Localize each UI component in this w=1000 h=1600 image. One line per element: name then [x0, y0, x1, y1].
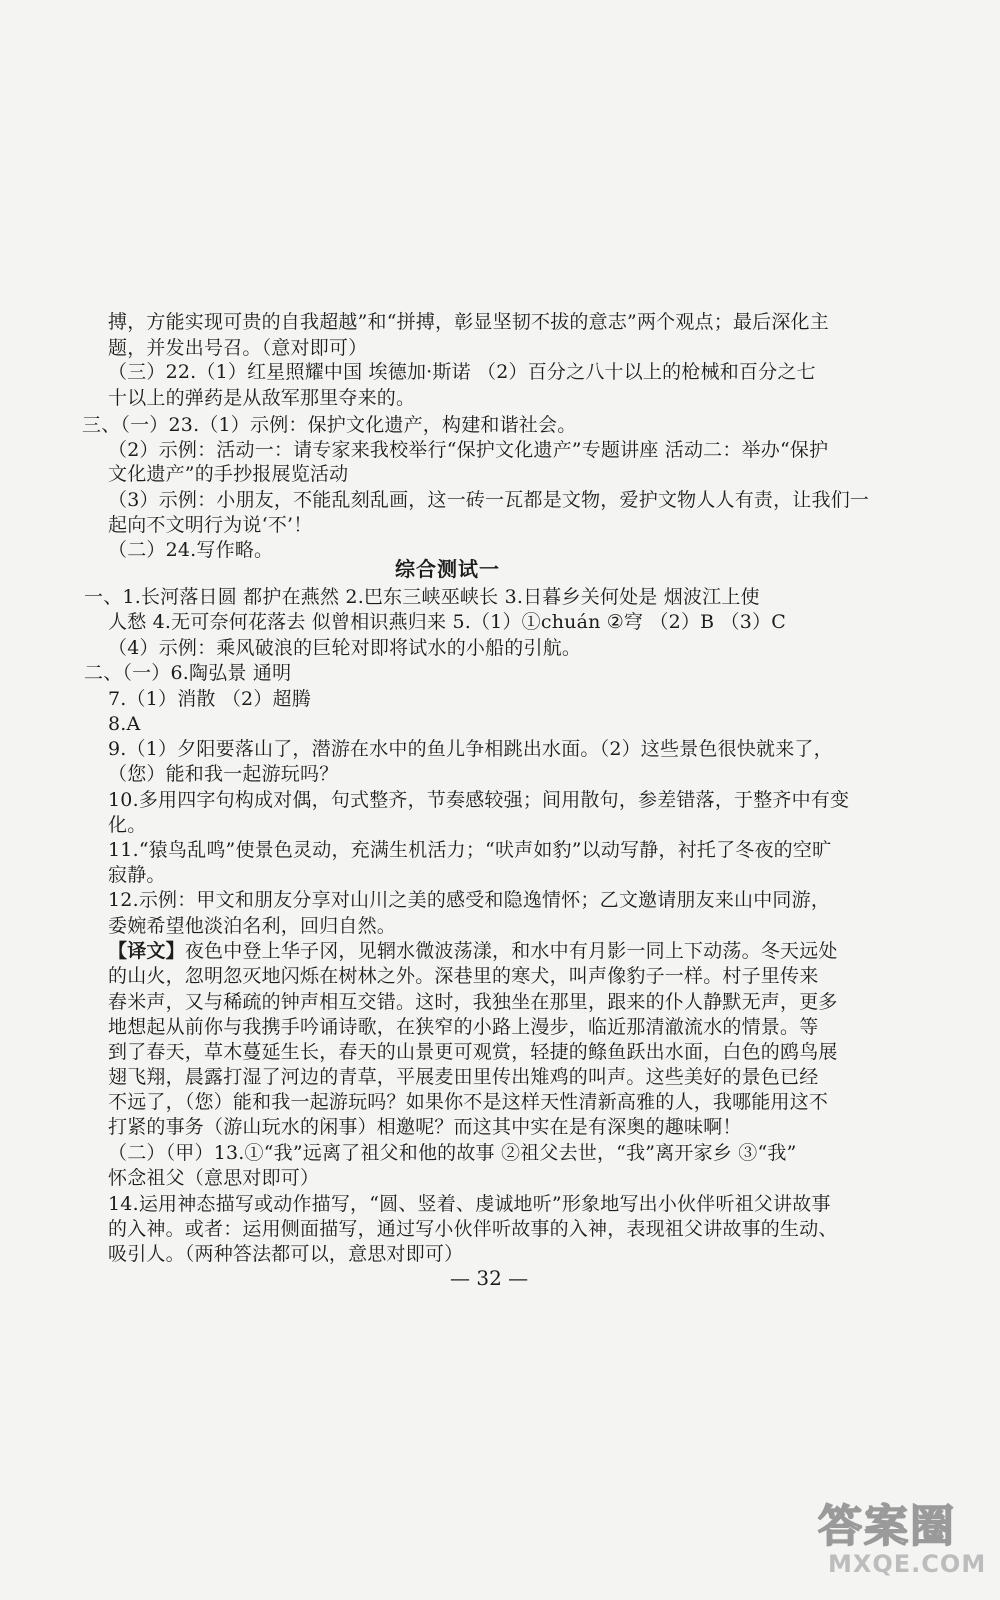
text-line-21: 11.“猿鸟乱鸣”使景色灵动，充满生机活力；“吠声如豹”以动写静，衬托了冬夜的空旷: [108, 839, 832, 861]
text-line-18: （您）能和我一起游玩吗？: [108, 763, 339, 785]
translation-label: 【译文】: [108, 940, 185, 962]
text-line-24: 委婉希望他淡泊名利，回归自然。: [108, 915, 397, 937]
text-line-16: 8.A: [108, 713, 141, 735]
text-line-33: （二）（甲）13.①“我”远离了祖父和他的故事 ②祖父去世，“我”离开家乡 ③“我”: [108, 1142, 797, 1164]
text-line-28: 地想起从前你与我携手吟诵诗歌，在狭窄的小路上漫步，临近那清澈流水的情景。等: [108, 1016, 819, 1038]
text-line-10: （二）24.写作略。: [108, 539, 274, 561]
text-line-23: 12.示例：甲文和朋友分享对山川之美的感受和隐逸情怀；乙文邀请朋友来山中同游，: [108, 889, 831, 911]
text-line-6: （2）示例：活动一：请专家来我校举行“保护文化遗产”专题讲座 活动二：举办“保护: [108, 439, 829, 461]
text-line-1: 搏，方能实现可贵的自我超越”和“拼搏，彰显坚韧不拔的意志”两个观点；最后深化主: [108, 311, 829, 333]
watermark-logo: [818, 1490, 988, 1590]
text-line-22: 寂静。: [108, 864, 166, 886]
text-line-30: 翅飞翔，晨露打湿了河边的青草，平展麦田里传出雉鸡的叫声。这些美好的景色已经: [108, 1066, 819, 1088]
text-line-15: 7.（1）消散 （2）超腾: [108, 688, 311, 710]
text-line-3: （三）22.（1）红星照耀中国 埃德加·斯诺 （2）百分之八十以上的枪械和百分之七: [108, 361, 816, 383]
text-line-17: 9.（1）夕阳要落山了，潜游在水中的鱼儿争相跳出水面。（2）这些景色很快就来了，: [108, 738, 833, 760]
text-line-11: 一、1.长河落日圆 都护在燕然 2.巴东三峡巫峡长 3.日暮乡关何处是 烟波江上使: [84, 586, 760, 608]
text-line-37: 吸引人。（两种答法都可以，意思对即可）: [108, 1243, 464, 1265]
text-line-5: 三、（一）23.（1）示例：保护文化遗产，构建和谐社会。: [82, 414, 577, 436]
text-line-31: 不远了，（您）能和我一起游玩吗？如果你不是这样天性清新高雅的人，我哪能用这不: [108, 1091, 829, 1113]
text-line-29: 到了春天，草木蔓延生长，春天的山景更可观赏，轻捷的鲦鱼跃出水面，白色的鸥鸟展: [108, 1041, 838, 1063]
text-line-25: [108, 939, 838, 963]
text-line-27: 舂米声，又与稀疏的钟声相互交错。这时，我独坐在那里，跟来的仆人静默无声，更多: [108, 991, 838, 1013]
section-title: 综合测试一: [395, 557, 500, 581]
text-line-2: 题，并发出号召。（意对即可）: [108, 337, 368, 359]
page-number: — 32 —: [450, 1266, 529, 1290]
text-line-12: 人愁 4.无可奈何花落去 似曾相识燕归来 5.（1）①chuán ②穹 （2）B （3）C: [108, 611, 786, 633]
text-line-14: 二、（一）6.陶弘景 通明: [84, 662, 292, 684]
text-line-20: 化。: [108, 814, 147, 836]
translation-text: 夜色中登上华子冈，见辋水微波荡漾，和水中有月影一同上下动荡。冬天远处: [184, 940, 838, 962]
text-line-35: 14.运用神态描写或动作描写，“圆、竖着、虔诚地听”形象地写出小伙伴听祖父讲故事: [108, 1193, 831, 1215]
text-line-26: 的山火，忽明忽灭地闪烁在树林之外。深巷里的寒犬，叫声像豹子一样。村子里传来: [108, 965, 819, 987]
watermark-url: MXQE.COM: [828, 1550, 987, 1578]
text-line-36: 的入神。或者：运用侧面描写，通过写小伙伴听故事的入神，表现祖父讲故事的生动、: [108, 1218, 838, 1240]
text-line-32: 打紧的事务（游山玩水的闲事）相邀呢？而这其中实在是有深奥的趣味啊！: [108, 1116, 742, 1138]
text-line-19: 10.多用四字句构成对偶，句式整齐，节奏感较强；间用散句，参差错落，于整齐中有变: [108, 789, 850, 811]
text-line-9: 起向不文明行为说‘不’！: [108, 514, 313, 536]
watermark-glyphs: 答案圈: [818, 1501, 956, 1552]
text-line-34: 怀念祖父（意思对即可）: [108, 1167, 320, 1189]
text-line-8: （3）示例：小朋友，不能乱刻乱画，这一砖一瓦都是文物，爱护文物人人有责，让我们一: [108, 489, 870, 511]
text-line-4: 十以上的弹药是从敌军那里夺来的。: [108, 387, 416, 409]
text-line-7: 文化遗产”的手抄报展览活动: [108, 463, 349, 485]
text-line-13: （4）示例：乘风破浪的巨轮对即将试水的小船的引航。: [108, 637, 582, 659]
